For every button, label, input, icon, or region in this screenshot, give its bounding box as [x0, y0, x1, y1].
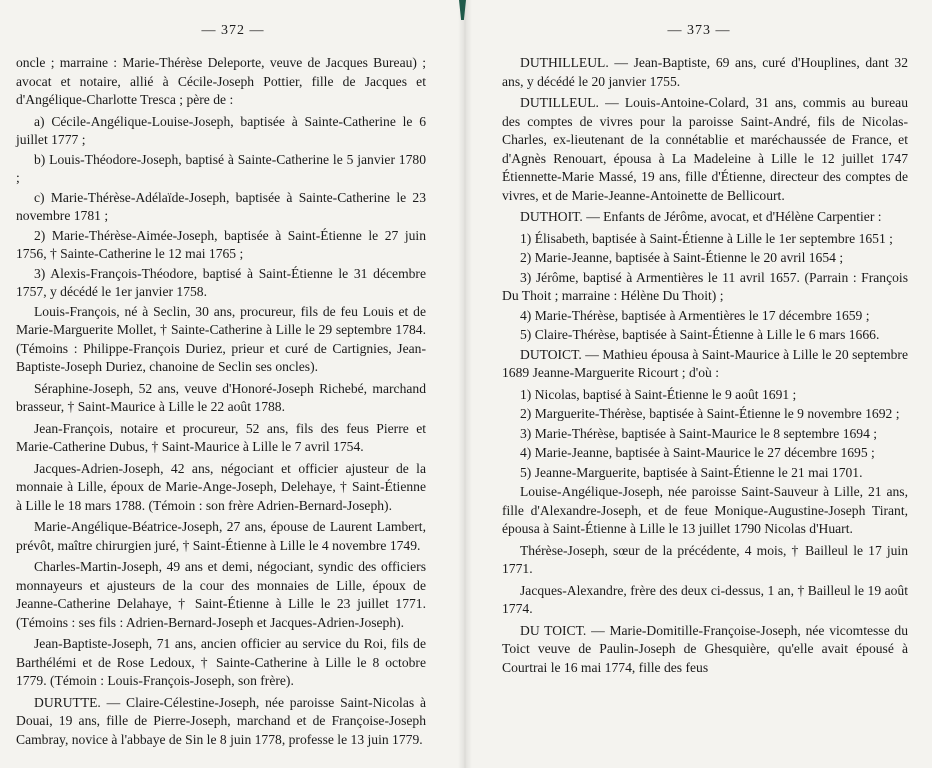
child-item: a) Cécile-Angélique-Louise-Joseph, baptisée à Sainte-Catherine le 6 juillet 1777 ;: [16, 113, 426, 147]
child-item: 4) Marie-Thérèse, baptisée à Armentières le 17 décembre 1659 ;: [520, 307, 870, 323]
paragraph: Séraphine-Joseph, 52 ans, veuve d'Honoré-Joseph Richebé, marchand brasseur, † Saint-Maurice à Lille le 22 août 1788.: [16, 380, 426, 414]
paragraph: oncle ; marraine : Marie-Thérèse Deleporte, veuve de Jacques Bureau) ; avocat et notaire, allié à Cécile-Joseph Pottier, fille de Jacques et d'Angélique-Charlotte Tresca ; père de :: [16, 55, 426, 107]
child-item: 3) Marie-Thérèse, baptisée à Saint-Maurice le 8 septembre 1694 ;: [520, 425, 878, 441]
page-number-left: — 372 —: [201, 23, 265, 38]
paragraph: DUTOICT. — Mathieu épousa à Saint-Maurice à Lille le 20 septembre 1689 Jeanne-Marguerite Ricourt ; d'où :: [502, 346, 908, 380]
paragraph: Louise-Angélique-Joseph, née paroisse Saint-Sauveur à Lille, 21 ans, fille d'Alexandre-Joseph, et de feue Monique-Augustine-Joseph Tirant, épousa à Saint-Étienne à Lille le 13 juillet 1790 Nicolas d'Huart.: [502, 484, 908, 536]
paragraph: DUTHILLEUL. — Jean-Baptiste, 69 ans, curé d'Houplines, dant 32 ans, y décédé le 20 janvier 1755.: [502, 55, 908, 89]
child-item: 5) Claire-Thérèse, baptisée à Saint-Étienne à Lille le 6 mars 1666.: [520, 327, 880, 342]
child-item: 5) Jeanne-Marguerite, baptisée à Saint-Étienne le 21 mai 1701.: [520, 464, 863, 480]
paragraph: Jean-Baptiste-Joseph, 71 ans, ancien officier au service du Roi, fils de Barthélémi et de Rose Ledoux, † Sainte-Catherine à Lille le 8 octobre 1779. (Témoin : Louis-François-Joseph, son frère).: [16, 636, 426, 688]
child-item: 4) Marie-Jeanne, baptisée à Saint-Maurice le 27 décembre 1695 ;: [520, 445, 875, 460]
paragraph: Jacques-Adrien-Joseph, 42 ans, négociant et officier ajusteur de la monnaie à Lille, époux de Marie-Ange-Joseph, Delehaye, † Saint-Étienne à Lille le 18 mars 1788. (Témoin : son frère Adrien-Bernard-Joseph).: [16, 460, 426, 513]
child-item: 3) Alexis-François-Théodore, baptisé à Saint-Étienne le 31 décembre 1757, y décédé le 1er janvier 1758.: [16, 265, 426, 299]
right-page: [466, 0, 932, 768]
child-item: 1) Nicolas, baptisé à Saint-Étienne le 9 août 1691 ;: [520, 386, 797, 402]
child-item: 2) Marguerite-Thérèse, baptisée à Saint-Étienne le 9 novembre 1692 ;: [520, 406, 900, 421]
child-item: 1) Élisabeth, baptisée à Saint-Étienne à Lille le 1er septembre 1651 ;: [520, 230, 893, 246]
left-page-text: [16, 54, 426, 752]
paragraph: Thérèse-Joseph, sœur de la précédente, 4 mois, † Bailleul le 17 juin 1771.: [502, 542, 908, 576]
page-number-right: — 373 —: [667, 23, 731, 38]
paragraph: Louis-François, né à Seclin, 30 ans, procureur, fils de feu Louis et de Marie-Marguerite Mollet, † Sainte-Catherine à Lille le 29 septembre 1784. (Témoins : Philippe-François Duriez, prieur et curé de Cartignies, Jean-Baptiste-Joseph Duriez, chanoine de Seclin ses oncles).: [16, 303, 426, 374]
paragraph: DUTHOIT. — Enfants de Jérôme, avocat, et d'Hélène Carpentier :: [520, 209, 882, 224]
paragraph: Marie-Angélique-Béatrice-Joseph, 27 ans, épouse de Laurent Lambert, prévôt, maître chirurgien juré, † Saint-Étienne à Lille le 4 novembre 1749.: [16, 519, 426, 553]
paragraph: DURUTTE. — Claire-Célestine-Joseph, née paroisse Saint-Nicolas à Douai, 19 ans, fille de Pierre-Joseph, marchand et de Françoise-Joseph Cambray, novice à l'abbaye de Sin le 8 juin 1778, professe le 13 juin 1779.: [16, 694, 426, 747]
right-page-text: [502, 54, 908, 680]
paragraph: DU TOICT. — Marie-Domitille-Françoise-Joseph, née vicomtesse du Toict veuve de Paulin-Joseph de Ghesquière, qu'elle avait épousé à Courtrai le 16 mai 1774, fille des feus: [502, 622, 908, 675]
child-item: 2) Marie-Thérèse-Aimée-Joseph, baptisée à Saint-Étienne le 27 juin 1756, † Sainte-Catherine le 12 mai 1765 ;: [16, 227, 426, 261]
paragraph: Jacques-Alexandre, frère des deux ci-dessus, 1 an, † Bailleul le 19 août 1774.: [502, 582, 908, 616]
paragraph: DUTILLEUL. — Louis-Antoine-Colard, 31 ans, commis au bureau des comptes de vivres pour la paroisse Saint-André, fils de Nicolas-Charles, ex-lieutenant de la connétablie et maréchaussée de France, et d'Agnès Renouart, épousa à La Madeleine à Lille le 12 juillet 1747 Étiennette-Marie Massé, 19 ans, fille d'Étienne, directeur des comptes de vivres, et de Marie-Jeanne-Antoinette de Bellicourt.: [502, 95, 908, 203]
child-item: 3) Jérôme, baptisé à Armentières le 11 avril 1657. (Parrain : François Du Thoit ; marraine : Hélène Du Thoit) ;: [502, 269, 908, 303]
child-item: b) Louis-Théodore-Joseph, baptisé à Sainte-Catherine le 5 janvier 1780 ;: [16, 151, 426, 185]
paragraph: Charles-Martin-Joseph, 49 ans et demi, négociant, syndic des officiers monnayeurs et ajusteurs de la cour des monnaies de Lille, époux de Jeanne-Catherine Delahaye, † Saint-Étienne à Lille le 23 juillet 1771. (Témoins : ses fils : Adrien-Bernard-Joseph et Jacques-Adrien-Joseph).: [16, 559, 426, 630]
child-item: 2) Marie-Jeanne, baptisée à Saint-Étienne le 20 avril 1654 ;: [520, 250, 844, 265]
paragraph: Jean-François, notaire et procureur, 52 ans, fils des feus Pierre et Marie-Catherine Dubus, † Saint-Maurice à Lille le 7 avril 1754.: [16, 420, 426, 454]
child-item: c) Marie-Thérèse-Adélaïde-Joseph, baptisée à Sainte-Catherine le 23 novembre 1781 ;: [16, 189, 426, 223]
